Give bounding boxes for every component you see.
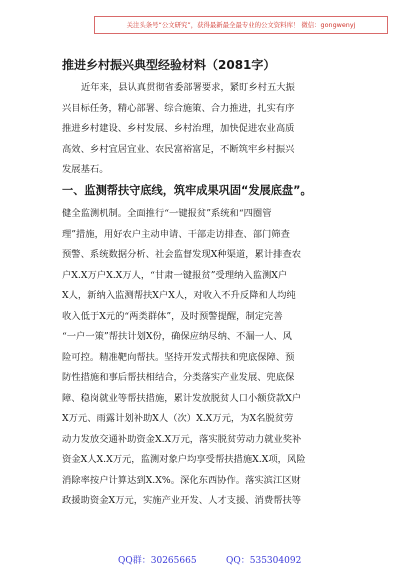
footer [0,554,408,568]
text-line: 政援助资金X万元，实施产业开发、人才支援、消费帮扶等 [62,495,302,506]
document-title: 推进乡村振兴典型经验材料（2081字） [62,58,276,72]
text-line: X万元、雨露计划补助X人（次）X.X万元，为X名脱贫劳 [62,413,294,424]
text-line: 防性措施和事后帮扶相结合，分类落实产业发展、兜底保 [62,372,295,383]
header-banner: 关注头条号“公文研究”，获得最新最全最专业的公文资料库！ 微信：gongwenyj [94,16,388,34]
text-line: 推进乡村建设、乡村发展、乡村治理，加快促进农业高质 [62,123,295,134]
intro-paragraph [62,78,348,181]
section-heading: 一、监测帮扶守底线，筑牢成果巩固“发展底盘”。 [62,184,312,197]
text-line: “一户一策”帮扶计划X份，确保应纳尽纳、不漏一人、风 [62,331,292,342]
text-line: 障、稳岗就业等帮扶措施，累计发放脱贫人口小额贷款X户 [62,392,302,404]
text-line: 险可控。精准靶向帮扶。坚持开发式帮扶和兜底保障、预 [62,351,295,363]
text-line: 理”措施，用好农户主动申请、干部走访排查、部门筛查 [62,228,290,240]
text-line: 消除率按户计算达到X.X%。深化东西协作。落实滨江区财 [62,474,301,486]
text-line: 发展基石。 [62,164,109,175]
body-paragraph [62,204,348,512]
text-line: 高效、乡村宜居宜业、农民富裕富足，不断筑牢乡村振兴 [62,143,295,155]
text-line: 近年来，县认真贯彻省委部署要求，紧盯乡村五大振 [81,82,295,93]
text-line: 预警、系统数据分析、社会监督发现X种渠道，累计排查农 [62,249,302,260]
text-line: 收入低于X元的“两类群体”，及时预警提醒，制定完善 [62,310,283,322]
text-line: 户X.X万户X.X万人，“甘肃一键报贫”受理纳入监测X户 [62,269,288,281]
text-line: X人，新纳入监测帮扶X户X人，对收入不升反降和人均纯 [62,290,296,301]
qq-group-number: QQ群：30265665 [118,556,197,566]
text-line: 兴目标任务，精心部署、综合施策、合力推进，扎实有序 [62,102,295,114]
text-line: 健全监测机制。全面推行“一键报贫”系统和“四圈管 [62,208,272,219]
text-line: 资金X人X.X万元，监测对象户均享受帮扶措施X.X项，风险 [62,454,306,465]
qq-contact-number: QQ：535304092 [226,556,302,566]
text-line: 动力发放交通补助资金X.X万元，落实脱贫劳动力就业奖补 [62,433,302,445]
